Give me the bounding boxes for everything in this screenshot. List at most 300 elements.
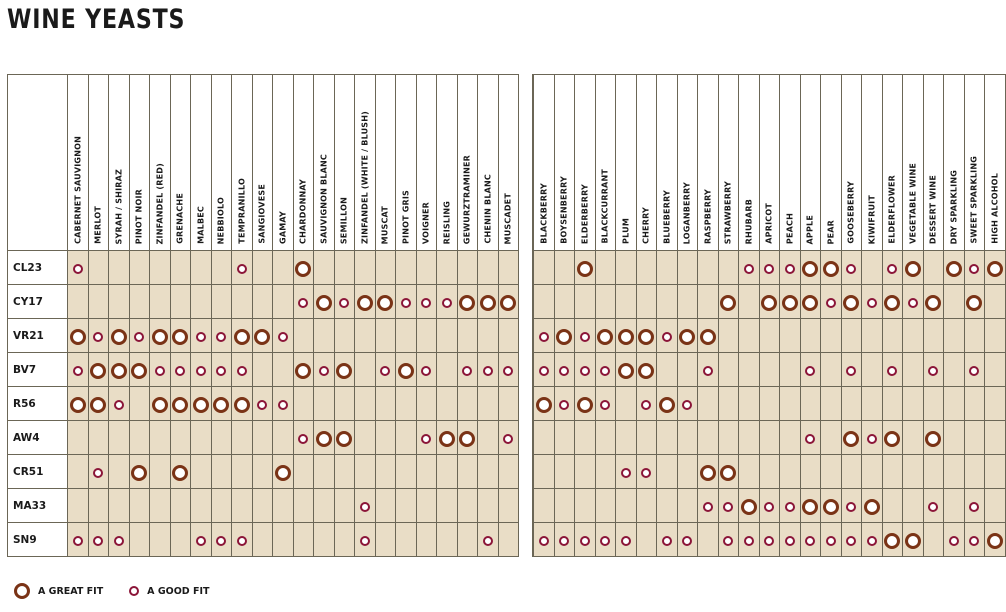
fit-cell: [88, 489, 109, 523]
good-fit-ring-icon: [887, 264, 897, 274]
fit-cell: [759, 387, 780, 421]
column-header: [334, 75, 355, 251]
column-header-label: BLACKBERRY: [539, 183, 549, 244]
great-fit-ring-icon: [316, 295, 332, 311]
good-fit-ring-icon: [129, 586, 139, 596]
legend: [14, 583, 235, 599]
good-fit-ring-icon: [155, 366, 165, 376]
fit-cell: [739, 489, 760, 523]
fit-cell: [314, 319, 335, 353]
yeast-label: MA33: [8, 489, 68, 523]
column-header-label: SANGIOVESE: [257, 184, 267, 244]
fit-cell: [211, 285, 232, 319]
good-fit-ring-icon: [298, 434, 308, 444]
fit-cell: [478, 523, 499, 557]
fit-cell: [923, 251, 944, 285]
fit-cell: [355, 353, 376, 387]
fit-cell: [534, 251, 555, 285]
column-header-label: CHENIN BLANC: [483, 174, 493, 244]
fit-cell: [232, 421, 253, 455]
column-header-label: MALBEC: [196, 206, 206, 244]
fit-cell: [903, 353, 924, 387]
fit-cell: [698, 489, 719, 523]
fit-cell: [334, 421, 355, 455]
fit-cell: [780, 387, 801, 421]
fit-cell: [698, 251, 719, 285]
fit-cell: [944, 251, 965, 285]
good-fit-ring-icon: [600, 400, 610, 410]
fit-cell: [575, 489, 596, 523]
fit-cell: [862, 421, 883, 455]
great-fit-ring-icon: [336, 431, 352, 447]
fit-cell: [554, 285, 575, 319]
good-fit-ring-icon: [559, 400, 569, 410]
fit-cell: [334, 523, 355, 557]
column-header-label: MERLOT: [93, 206, 103, 244]
fit-cell: [457, 319, 478, 353]
good-fit-ring-icon: [401, 298, 411, 308]
good-fit-ring-icon: [73, 264, 83, 274]
table-row: [533, 421, 1006, 455]
fit-cell: [903, 251, 924, 285]
column-header: [882, 75, 903, 251]
good-fit-ring-icon: [826, 298, 836, 308]
fit-cell: [273, 285, 294, 319]
fit-cell: [923, 421, 944, 455]
fit-cell: [252, 387, 273, 421]
good-fit-ring-icon: [114, 536, 124, 546]
fit-cell: [437, 285, 458, 319]
fit-cell: [396, 353, 417, 387]
fit-cell: [534, 285, 555, 319]
fit-cell: [739, 285, 760, 319]
fit-cell: [314, 353, 335, 387]
fit-cell: [595, 489, 616, 523]
good-fit-ring-icon: [298, 298, 308, 308]
column-header-label: KIWIFRUIT: [867, 194, 877, 244]
fit-cell: [718, 523, 739, 557]
fit-cell: [718, 387, 739, 421]
good-fit-ring-icon: [723, 536, 733, 546]
great-fit-ring-icon: [618, 363, 634, 379]
fit-cell: [170, 387, 191, 421]
great-fit-ring-icon: [213, 397, 229, 413]
fit-cell: [396, 455, 417, 489]
great-fit-ring-icon: [536, 397, 552, 413]
good-fit-ring-icon: [559, 366, 569, 376]
good-fit-ring-icon: [580, 366, 590, 376]
fit-cell: [109, 455, 130, 489]
fit-cell: [780, 285, 801, 319]
fit-cell: [129, 319, 150, 353]
fit-cell: [780, 489, 801, 523]
fit-cell: [457, 489, 478, 523]
fit-cell: [396, 421, 417, 455]
fit-cell: [821, 387, 842, 421]
legend-great-label: A GREAT FIT: [38, 585, 104, 597]
fit-cell: [457, 387, 478, 421]
fit-cell: [150, 285, 171, 319]
column-header-label: SWEET SPARKLING: [969, 156, 979, 244]
fit-cell: [437, 489, 458, 523]
fit-cell: [375, 387, 396, 421]
fit-cell: [109, 353, 130, 387]
fit-cell: [841, 387, 862, 421]
column-header-label: MUSCAT: [380, 205, 390, 244]
fit-cell: [718, 353, 739, 387]
column-header-label: DESSERT WINE: [928, 174, 938, 244]
fit-cell: [718, 319, 739, 353]
great-fit-ring-icon: [782, 295, 798, 311]
great-fit-ring-icon: [802, 295, 818, 311]
great-fit-ring-icon: [966, 295, 982, 311]
column-header: [109, 75, 130, 251]
good-fit-ring-icon: [216, 536, 226, 546]
column-header: [68, 75, 89, 251]
good-fit-ring-icon: [278, 332, 288, 342]
fit-cell: [211, 421, 232, 455]
fit-cell: [964, 251, 985, 285]
fit-cell: [841, 319, 862, 353]
fit-cell: [170, 421, 191, 455]
fit-cell: [554, 523, 575, 557]
fit-cell: [478, 251, 499, 285]
fit-cell: [68, 251, 89, 285]
fit-cell: [841, 421, 862, 455]
fit-cell: [396, 523, 417, 557]
fit-cell: [718, 489, 739, 523]
table-row: [8, 523, 519, 557]
fit-cell: [150, 455, 171, 489]
fit-cell: [534, 489, 555, 523]
fit-cell: [554, 319, 575, 353]
table-row: [533, 489, 1006, 523]
fit-cell: [554, 489, 575, 523]
column-header: [800, 75, 821, 251]
great-fit-ring-icon: [152, 397, 168, 413]
column-header-label: VOIGNER: [421, 201, 431, 244]
fit-cell: [170, 455, 191, 489]
fit-cell: [498, 251, 519, 285]
fit-cell: [396, 251, 417, 285]
column-header: [677, 75, 698, 251]
fit-cell: [88, 251, 109, 285]
fit-cell: [985, 489, 1006, 523]
great-fit-ring-icon: [295, 363, 311, 379]
fit-cell: [862, 353, 883, 387]
fit-cell: [416, 387, 437, 421]
column-header-label: PINOT GRIS: [401, 189, 411, 244]
fit-cell: [109, 421, 130, 455]
fit-cell: [232, 489, 253, 523]
fit-cell: [88, 421, 109, 455]
good-fit-ring-icon: [503, 366, 513, 376]
column-header-label: LOGANBERRY: [682, 181, 692, 244]
table-row: [8, 251, 519, 285]
fit-cell: [252, 353, 273, 387]
good-fit-ring-icon: [826, 536, 836, 546]
fit-cell: [232, 285, 253, 319]
column-header: [457, 75, 478, 251]
yeast-label: CR51: [8, 455, 68, 489]
fit-cell: [821, 489, 842, 523]
great-fit-ring-icon: [925, 295, 941, 311]
column-header: [718, 75, 739, 251]
great-fit-ring-icon: [336, 363, 352, 379]
fit-cell: [944, 455, 965, 489]
column-header-label: SYRAH / SHIRAZ: [114, 168, 124, 244]
good-fit-ring-icon: [216, 366, 226, 376]
fit-cell: [437, 319, 458, 353]
fit-cell: [293, 455, 314, 489]
fit-cell: [170, 523, 191, 557]
fit-cell: [150, 251, 171, 285]
column-header: [759, 75, 780, 251]
fit-cell: [575, 353, 596, 387]
fit-cell: [129, 523, 150, 557]
fit-cell: [437, 387, 458, 421]
fit-cell: [841, 353, 862, 387]
good-fit-ring-icon: [483, 536, 493, 546]
column-header-label: ELDERBERRY: [580, 183, 590, 244]
good-fit-ring-icon: [969, 366, 979, 376]
fit-cell: [862, 319, 883, 353]
fit-cell: [698, 523, 719, 557]
fit-cell: [698, 387, 719, 421]
table-row: [533, 523, 1006, 557]
fit-cell: [923, 387, 944, 421]
fit-cell: [293, 387, 314, 421]
fit-cell: [314, 387, 335, 421]
column-header: [498, 75, 519, 251]
fit-cell: [334, 251, 355, 285]
good-fit-ring-icon: [764, 502, 774, 512]
good-fit-ring-icon: [805, 536, 815, 546]
yeast-label: SN9: [8, 523, 68, 557]
good-fit-ring-icon: [421, 366, 431, 376]
good-fit-ring-icon: [216, 332, 226, 342]
good-fit-ring-icon: [237, 264, 247, 274]
fit-cell: [375, 421, 396, 455]
column-header: [88, 75, 109, 251]
fit-cell: [109, 251, 130, 285]
fit-cell: [923, 285, 944, 319]
great-fit-ring-icon: [843, 431, 859, 447]
great-fit-ring-icon: [987, 261, 1003, 277]
fit-cell: [252, 251, 273, 285]
fit-cell: [698, 353, 719, 387]
fit-cell: [636, 353, 657, 387]
fit-cell: [457, 455, 478, 489]
fit-cell: [232, 353, 253, 387]
good-fit-ring-icon: [421, 298, 431, 308]
good-fit-ring-icon: [662, 536, 672, 546]
fit-cell: [882, 421, 903, 455]
good-fit-ring-icon: [846, 264, 856, 274]
good-fit-ring-icon: [196, 332, 206, 342]
fit-cell: [252, 285, 273, 319]
fit-cell: [554, 251, 575, 285]
great-fit-ring-icon: [500, 295, 516, 311]
great-fit-ring-icon: [398, 363, 414, 379]
fit-cell: [595, 251, 616, 285]
column-header: [657, 75, 678, 251]
fit-cell: [554, 455, 575, 489]
good-fit-ring-icon: [621, 536, 631, 546]
fit-cell: [437, 455, 458, 489]
fit-cell: [191, 421, 212, 455]
good-fit-ring-icon: [744, 536, 754, 546]
great-fit-ring-icon: [275, 465, 291, 481]
yeast-label: R56: [8, 387, 68, 421]
fit-cell: [821, 523, 842, 557]
fit-cell: [698, 319, 719, 353]
fit-cell: [273, 489, 294, 523]
fit-cell: [273, 353, 294, 387]
good-fit-ring-icon: [805, 366, 815, 376]
fit-cell: [232, 319, 253, 353]
fit-cell: [759, 523, 780, 557]
fit-cell: [944, 421, 965, 455]
fit-cell: [964, 489, 985, 523]
fit-cell: [554, 353, 575, 387]
column-header: [554, 75, 575, 251]
fit-cell: [759, 251, 780, 285]
fit-cell: [616, 387, 637, 421]
fit-cell: [800, 353, 821, 387]
fit-cell: [498, 319, 519, 353]
fit-cell: [985, 251, 1006, 285]
fit-cell: [273, 319, 294, 353]
table-row: [533, 319, 1006, 353]
column-header: [252, 75, 273, 251]
fit-cell: [416, 489, 437, 523]
great-fit-ring-icon: [577, 261, 593, 277]
good-fit-ring-icon: [539, 366, 549, 376]
column-header: [191, 75, 212, 251]
good-fit-ring-icon: [969, 536, 979, 546]
fit-cell: [416, 523, 437, 557]
fit-cell: [437, 353, 458, 387]
fit-cell: [273, 455, 294, 489]
fit-cell: [252, 455, 273, 489]
great-fit-ring-icon: [480, 295, 496, 311]
fit-cell: [944, 387, 965, 421]
fit-cell: [355, 489, 376, 523]
column-header-label: GEWURZTRAMINER: [462, 154, 472, 244]
good-fit-ring-icon: [764, 264, 774, 274]
column-header: [170, 75, 191, 251]
fit-cell: [293, 319, 314, 353]
fit-cell: [498, 387, 519, 421]
column-header: [739, 75, 760, 251]
fit-cell: [437, 523, 458, 557]
great-fit-ring-icon: [843, 295, 859, 311]
good-fit-ring-icon: [744, 264, 754, 274]
column-header-label: APRICOT: [764, 203, 774, 244]
fit-cell: [355, 455, 376, 489]
fit-cell: [191, 523, 212, 557]
fit-cell: [129, 455, 150, 489]
great-fit-ring-icon: [884, 295, 900, 311]
good-fit-ring-icon: [73, 536, 83, 546]
fit-cell: [88, 319, 109, 353]
good-fit-ring-icon: [867, 434, 877, 444]
great-fit-ring-icon: [131, 363, 147, 379]
fit-cell: [698, 455, 719, 489]
column-header-label: STRAWBERRY: [723, 180, 733, 244]
good-fit-ring-icon: [196, 536, 206, 546]
good-fit-ring-icon: [928, 366, 938, 376]
column-header-label: RASPBERRY: [703, 188, 713, 244]
fit-cell: [677, 251, 698, 285]
fit-cell: [636, 285, 657, 319]
fit-cell: [129, 353, 150, 387]
fit-cell: [211, 489, 232, 523]
fit-cell: [739, 523, 760, 557]
great-fit-ring-icon: [905, 261, 921, 277]
fit-cell: [314, 455, 335, 489]
fit-cell: [457, 421, 478, 455]
great-fit-ring-icon: [70, 397, 86, 413]
fit-cell: [211, 455, 232, 489]
fit-cell: [554, 421, 575, 455]
fit-cell: [739, 319, 760, 353]
fit-cell: [862, 455, 883, 489]
fit-cell: [416, 285, 437, 319]
good-fit-ring-icon: [867, 298, 877, 308]
fit-cell: [903, 387, 924, 421]
fit-cell: [657, 285, 678, 319]
fit-cell: [437, 421, 458, 455]
good-fit-ring-icon: [360, 502, 370, 512]
column-header: [923, 75, 944, 251]
column-header-label: ZINFANDEL (RED): [155, 162, 165, 244]
column-header-label: TEMPRANILLO: [237, 178, 247, 244]
fit-cell: [677, 421, 698, 455]
good-fit-ring-icon: [846, 502, 856, 512]
fit-cell: [616, 353, 637, 387]
fit-cell: [595, 319, 616, 353]
fit-cell: [68, 285, 89, 319]
table-row: [533, 387, 1006, 421]
good-fit-ring-icon: [93, 536, 103, 546]
column-header-label: RHUBARB: [744, 198, 754, 244]
fit-cell: [882, 353, 903, 387]
fit-cell: [334, 387, 355, 421]
column-header: [985, 75, 1006, 251]
fit-cell: [375, 489, 396, 523]
fit-cell: [862, 523, 883, 557]
fit-cell: [780, 319, 801, 353]
good-fit-ring-icon: [93, 332, 103, 342]
fit-cell: [657, 353, 678, 387]
good-fit-ring-icon: [621, 468, 631, 478]
column-header-label: ZINFANDEL (WHITE / BLUSH): [360, 111, 370, 244]
fit-cell: [355, 319, 376, 353]
fit-cell: [416, 421, 437, 455]
fit-cell: [821, 251, 842, 285]
fit-cell: [88, 353, 109, 387]
fit-cell: [355, 421, 376, 455]
legend-good-label: A GOOD FIT: [147, 585, 210, 597]
fit-cell: [677, 489, 698, 523]
fit-cell: [595, 523, 616, 557]
good-fit-ring-icon: [785, 264, 795, 274]
fit-cell: [903, 523, 924, 557]
fit-cell: [355, 251, 376, 285]
fit-cell: [903, 285, 924, 319]
